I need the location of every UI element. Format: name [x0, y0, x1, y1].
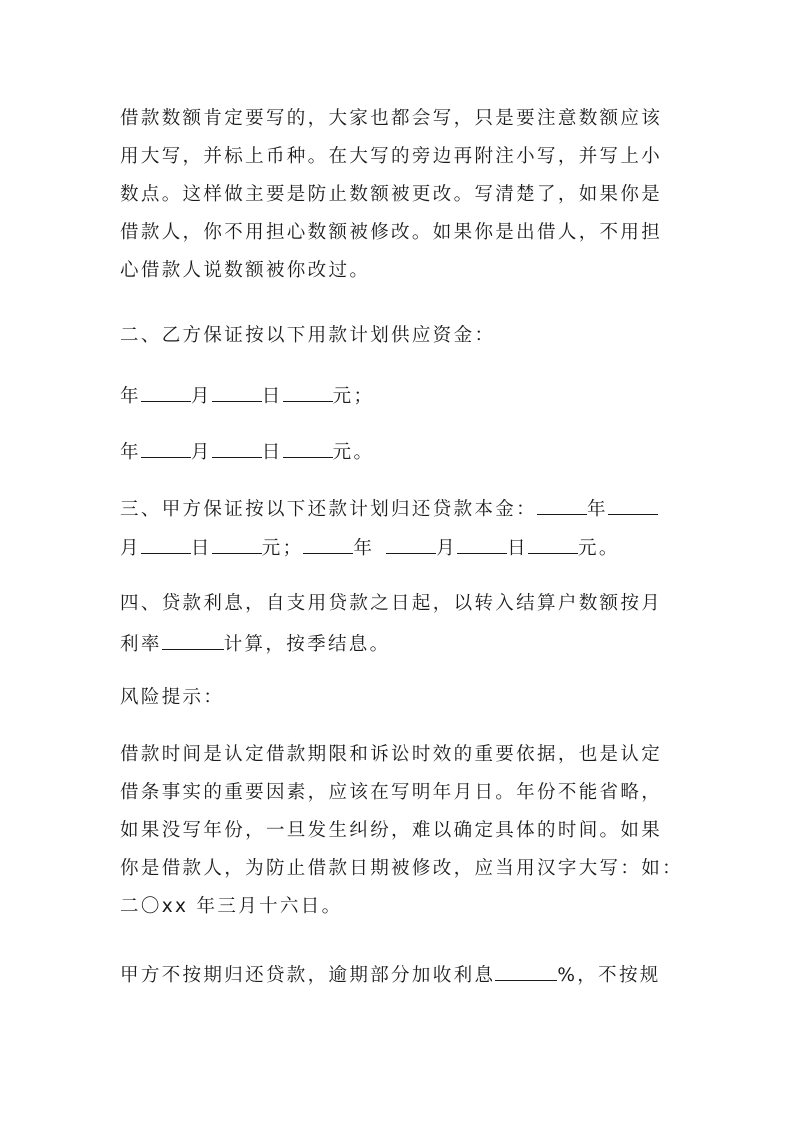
paragraph-line: 如果没写年份，一旦发生纠纷，难以确定具体的时间。如果 — [120, 820, 663, 841]
paragraph-line: 心借款人说数额被你改过。 — [120, 260, 371, 281]
day-label: 日 — [507, 538, 529, 559]
month-blank — [212, 438, 262, 458]
overdue-clause-line — [120, 961, 661, 988]
schedule-line-1 — [120, 382, 374, 409]
month-label: 月 — [436, 538, 458, 559]
year-label: 年 — [353, 538, 375, 559]
month-blank — [386, 534, 436, 554]
punct: 。 — [353, 442, 375, 463]
year-label: 年 — [120, 442, 141, 463]
day-blank — [457, 534, 507, 554]
rate-tail: 计算，按季结息。 — [223, 634, 391, 655]
year-label: 年 — [587, 499, 608, 520]
clause-two: 二、乙方保证按以下用款计划供应资金： — [120, 325, 496, 346]
month-blank — [608, 495, 658, 515]
yuan-label: 元 — [332, 386, 354, 407]
amount-blank — [283, 382, 333, 402]
rate-label: 利率 — [120, 634, 162, 655]
amount-blank — [528, 534, 578, 554]
paragraph-line: 数点。这样做主要是防止数额被更改。写清楚了，如果你是 — [120, 184, 663, 205]
month-label: 月 — [190, 442, 212, 463]
clause-three-line-1 — [120, 495, 658, 522]
paragraph-line: 借款人，你不用担心数额被修改。如果你是出借人，不用担 — [120, 222, 663, 243]
clause-four-line-2 — [120, 630, 391, 657]
paragraph-line: 借款时间是认定借款期限和诉讼时效的重要依据，也是认定 — [120, 744, 663, 765]
day-blank — [141, 534, 191, 554]
month-label: 月 — [190, 386, 212, 407]
schedule-line-2 — [120, 438, 374, 465]
amount-blank — [212, 534, 262, 554]
day-label: 日 — [261, 386, 283, 407]
paragraph-line: 用大写，并标上币种。在大写的旁边再附注小写，并写上小 — [120, 146, 663, 167]
amount-blank — [283, 438, 333, 458]
month-label: 月 — [120, 538, 141, 559]
clause-four-line-1: 四、贷款利息，自支用贷款之日起，以转入结算户数额按月 — [120, 593, 663, 614]
punct: ； — [353, 386, 375, 407]
punct: 。 — [598, 538, 620, 559]
paragraph-line: 你是借款人，为防止借款日期被修改，应当用汉字大写：如： — [120, 858, 683, 879]
rate-blank — [162, 630, 224, 650]
overdue-tail: %，不按规 — [557, 965, 661, 986]
clause-three-lead: 三、甲方保证按以下还款计划归还贷款本金： — [120, 499, 538, 520]
year-blank — [141, 382, 191, 402]
day-label: 日 — [190, 538, 212, 559]
year-blank — [141, 438, 191, 458]
risk-heading: 风险提示： — [120, 687, 225, 708]
punct: ； — [282, 538, 304, 559]
yuan-label: 元 — [332, 442, 354, 463]
paragraph-line: 二〇xx 年三月十六日。 — [120, 896, 343, 917]
day-label: 日 — [261, 442, 283, 463]
penalty-rate-blank — [495, 961, 557, 981]
paragraph-line: 借条事实的重要因素，应该在写明年月日。年份不能省略， — [120, 782, 663, 803]
yuan-label: 元 — [578, 538, 599, 559]
year-label: 年 — [120, 386, 141, 407]
clause-three-line-2 — [120, 534, 620, 561]
yuan-label: 元 — [261, 538, 283, 559]
month-blank — [212, 382, 262, 402]
paragraph-line: 借款数额肯定要写的，大家也都会写，只是要注意数额应该 — [120, 108, 663, 129]
year-blank — [537, 495, 587, 515]
overdue-text: 甲方不按期归还贷款，逾期部分加收利息 — [120, 965, 496, 986]
year-blank — [303, 534, 353, 554]
